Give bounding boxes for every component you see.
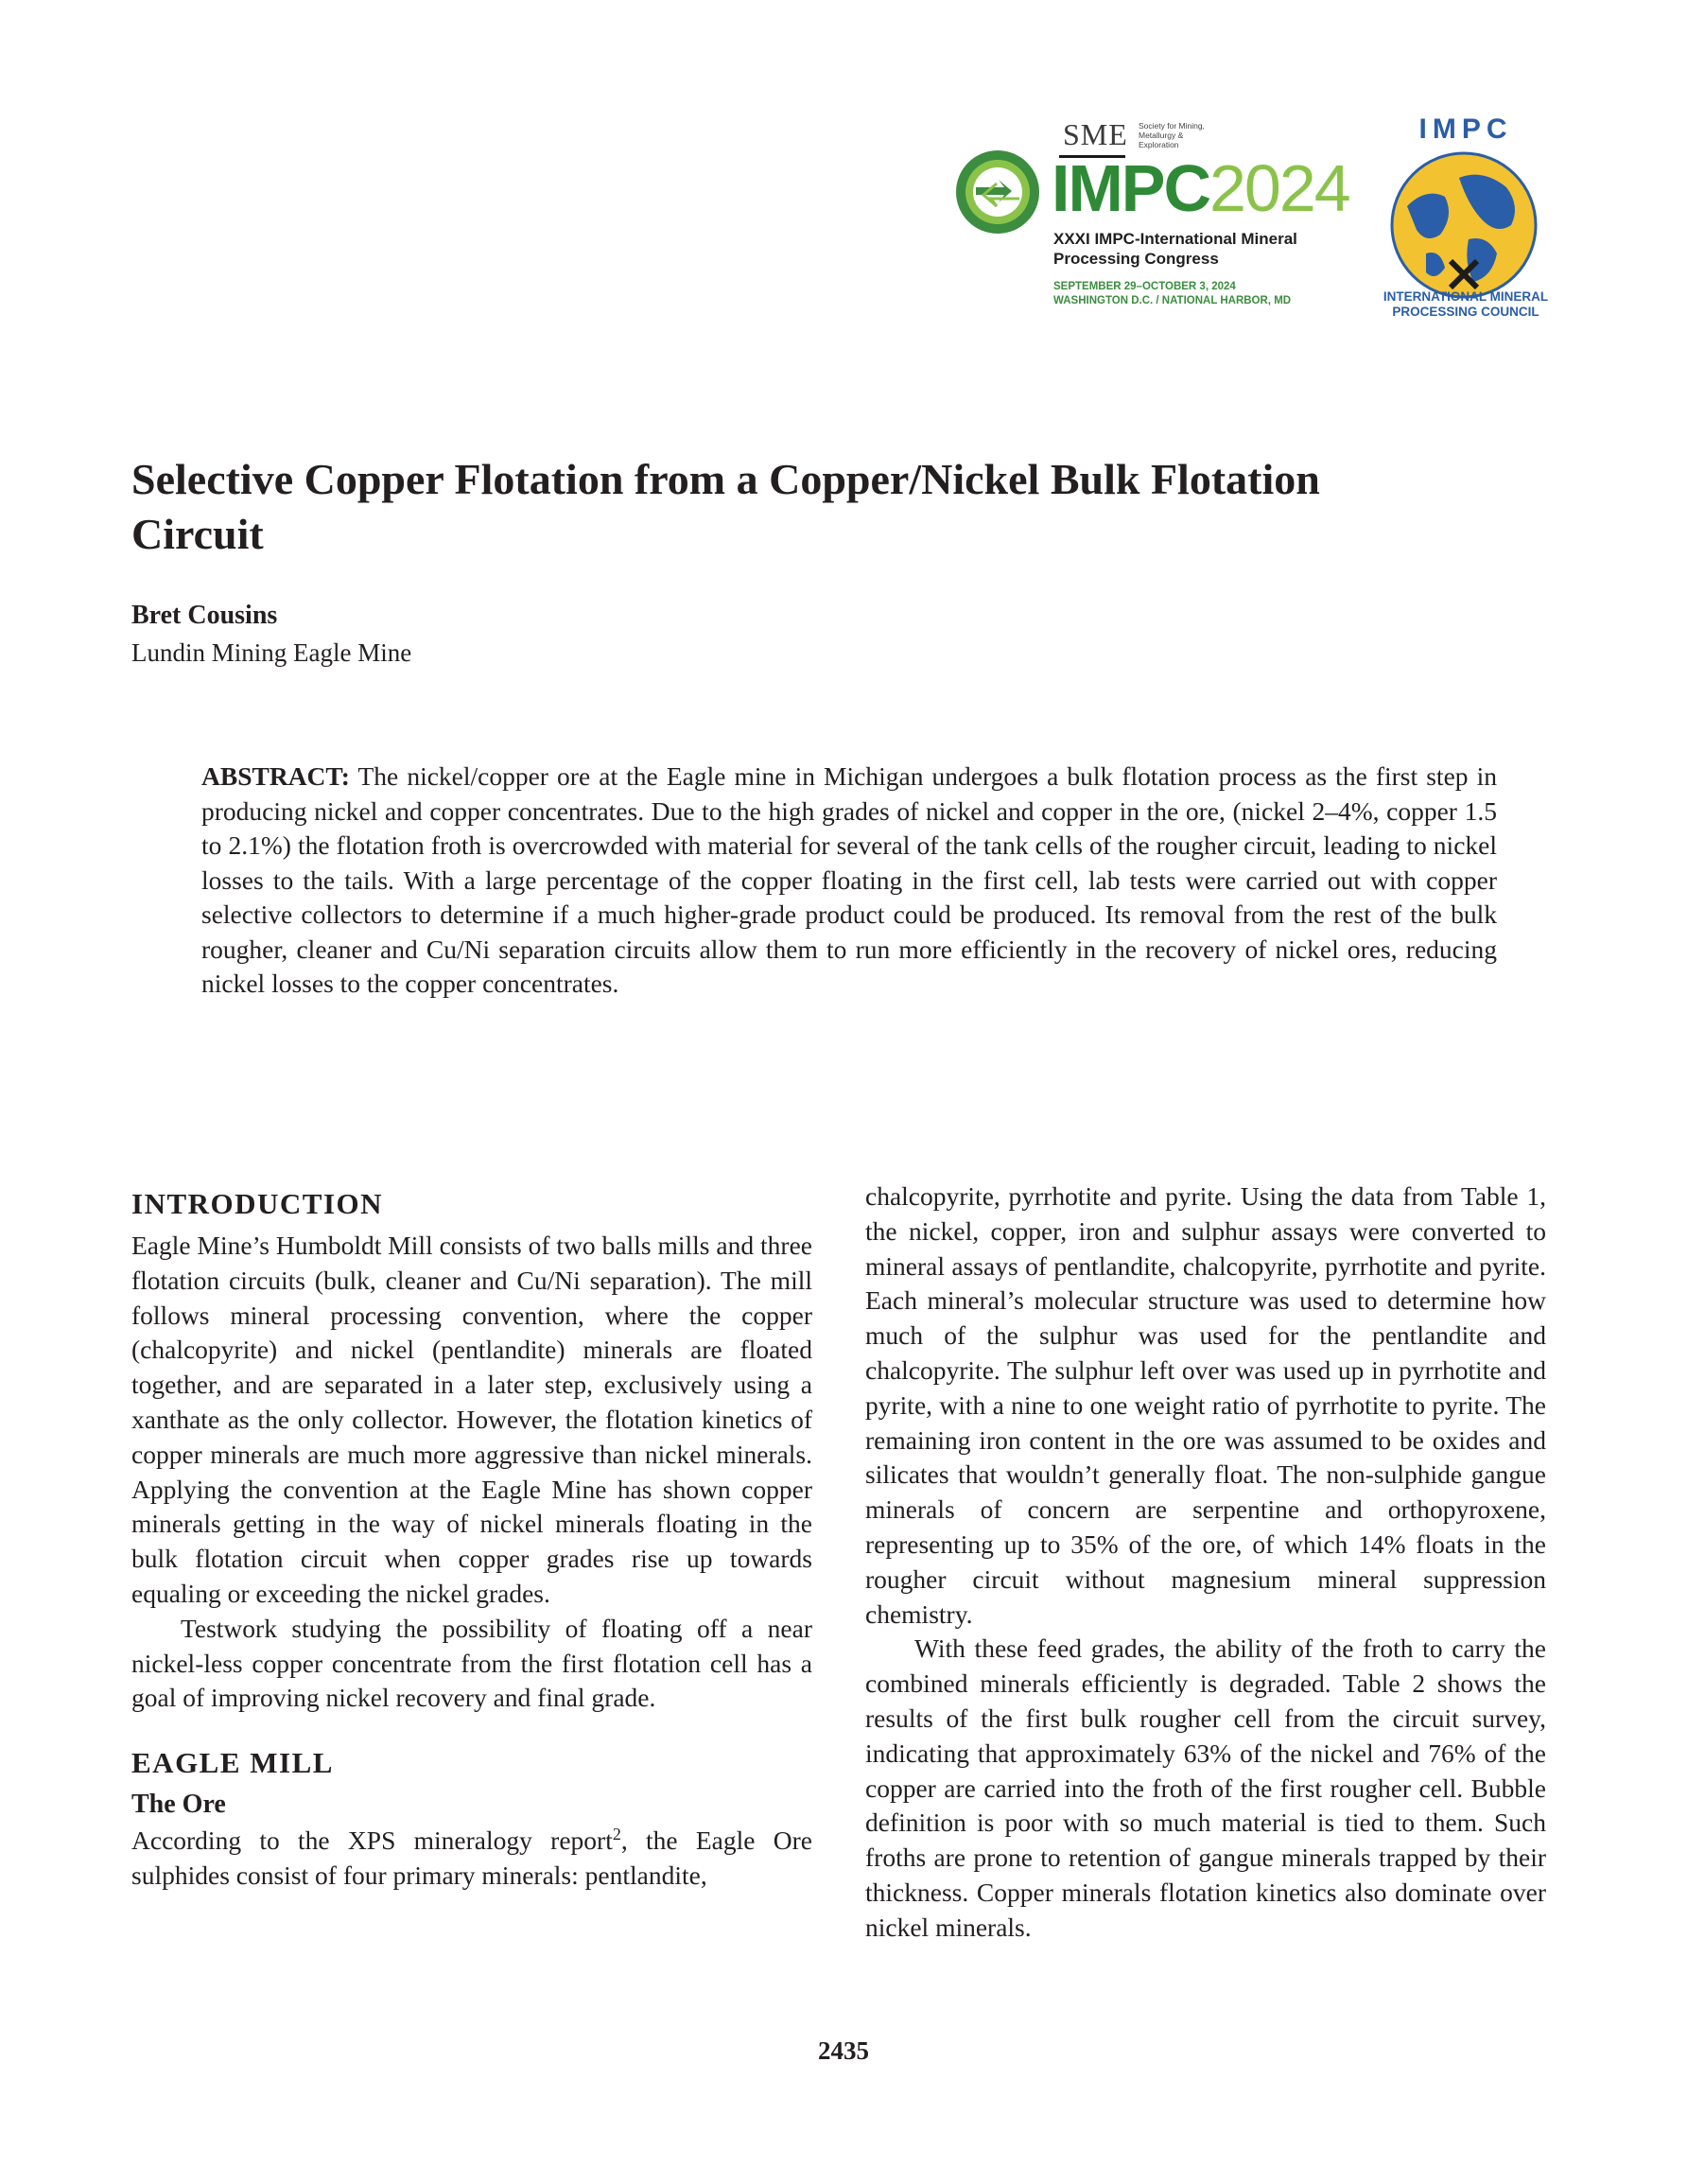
- abstract: [201, 760, 1497, 1002]
- impc-location: WASHINGTON D.C. / NATIONAL HARBOR, MD: [1053, 295, 1292, 306]
- sme-wordmark: SME: [1063, 117, 1128, 151]
- intro-paragraph-2: Testwork studying the possibility of floating off a near nickel-less copper concentrate from the first flotation cell has a goal of improving nickel recovery and final grade.: [131, 1613, 812, 1713]
- left-column: [131, 1179, 812, 1894]
- impc-emblem-icon: [955, 149, 1040, 235]
- intro-paragraph-1: Eagle Mine’s Humboldt Mill consists of two balls mills and three flotation circuits (bulk, cleaner and Cu/Ni separation). The mill follows mineral processing convention, where the copper (chalcopyrite) and nickel (pentlandite) minerals are floated together, and are separated in a later step, exclusively using a xanthate as the only collector. However, the flotation kinetics of copper minerals are much more aggressive than nickel minerals. Applying the convention at the Eagle Mine has shown copper minerals getting in the way of nickel minerals floating in the bulk flotation circuit when copper grades rise up towards equaling or exceeding the nickel grades.: [131, 1231, 812, 1608]
- impc2024-logo: [946, 114, 1349, 331]
- right-column: [865, 1179, 1546, 1946]
- impc-title-year: 2024: [1209, 151, 1349, 225]
- ore-text-start: According to the XPS mineralogy report: [131, 1826, 613, 1856]
- ore-text-end: , the Eagle Ore sulphides consist of four primary minerals: pentlandite,: [131, 1826, 812, 1890]
- impc-council-logo: [1362, 114, 1570, 331]
- globe-icon: [1388, 149, 1539, 301]
- paper-title: Selective Copper Flotation from a Copper/Nickel Bulk Flotation Circuit: [131, 455, 1320, 558]
- citation-superscript: 2: [612, 1825, 621, 1843]
- impc-title-main: IMPC: [1052, 151, 1209, 225]
- section-heading-introduction: INTRODUCTION: [131, 1187, 384, 1220]
- impc-title: [1052, 153, 1349, 223]
- author-name: Bret Cousins: [131, 601, 278, 630]
- abstract-label: ABSTRACT:: [201, 761, 350, 791]
- section-heading-eagle-mill: EAGLE MILL: [131, 1746, 334, 1780]
- council-name: IMPC: [1418, 114, 1513, 145]
- impc-dates-location: [1053, 280, 1356, 308]
- impc-dates: SEPTEMBER 29–OCTOBER 3, 2024: [1053, 281, 1236, 292]
- froth-paragraph: With these feed grades, the ability of the froth to carry the combined minerals efficiently is degraded. Table 2 shows the results of the first bulk rougher cell from the circuit survey, indicating that approximately 63% of the nickel and 76% of the copper are carried into the froth of the first rougher cell. Bubble definition is poor with so much material is tied to them. Such froths are prone to retention of gangue minerals trapped by their thickness. Copper minerals flotation kinetics also dominate over nickel minerals.: [865, 1634, 1546, 1942]
- ore-paragraph-continued: chalcopyrite, pyrrhotite and pyrite. Using the data from Table 1, the nickel, copper, iron and sulphur assays were converted to mineral assays of pentlandite, chalcopyrite, pyrrhotite and pyrite. Each mineral’s molecular structure was used to determine how much of the sulphur was used for the pentlandite and chalcopyrite. The sulphur left over was used up in pyrrhotite and pyrite, with a nine to one weight ratio of pyrrhotite to pyrite. The remaining iron content in the ore was assumed to be oxides and silicates that wouldn’t generally float. The non-sulphide gangue minerals of concern are serpentine and orthopyroxene, representing up to 35% of the ore, of which 14% floats in the rougher circuit without magnesium mineral suppression chemistry.: [865, 1181, 1546, 1629]
- sme-tagline: Society for Mining, Metallurgy & Exploration: [1139, 121, 1205, 149]
- impc-subtitle: XXXI IMPC-International Mineral Processing Congress: [1053, 230, 1297, 268]
- conference-header: [946, 114, 1570, 331]
- abstract-text: The nickel/copper ore at the Eagle mine in Michigan undergoes a bulk flotation process as the first step in producing nickel and copper concentrates. Due to the high grades of nickel and copper in the ore, (nickel 2–4%, copper 1.5 to 2.1%) the flotation froth is overcrowded with material for several of the tank cells of the rougher circuit, leading to nickel losses to the tails. With a large percentage of the copper floating in the first cell, lab tests were carried out with copper selective collectors to determine if a much higher-grade product could be produced. Its removal from the rest of the bulk rougher, cleaner and Cu/Ni separation circuits allow them to run more efficiently in the recovery of nickel ores, reducing nickel losses to the copper concentrates.: [201, 761, 1497, 998]
- ore-paragraph-1: [131, 1824, 812, 1894]
- page-number: 2435: [818, 2036, 869, 2065]
- council-footer: INTERNATIONAL MINERAL PROCESSING COUNCIL: [1383, 289, 1549, 319]
- author-affiliation: Lundin Mining Eagle Mine: [131, 638, 412, 667]
- subsection-heading-the-ore: The Ore: [131, 1790, 226, 1820]
